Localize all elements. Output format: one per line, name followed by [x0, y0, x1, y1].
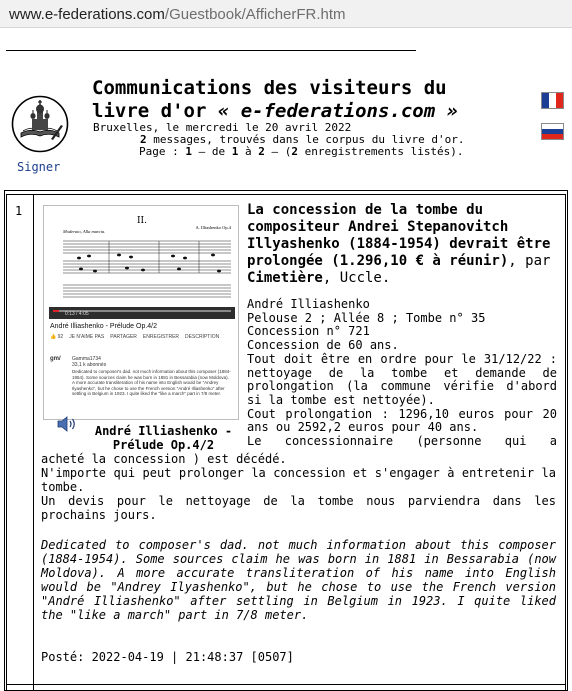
message-title: [247, 202, 559, 287]
score-title: II.: [137, 216, 147, 226]
message-title-text: La concession de la tombe du compositeur Andrei Stepanovitch Illyashenko (1884-1954) devrait être prolongée (1.296,10 € à réunir): [247, 202, 551, 269]
score-header-left: Moderato, Alla marcia.: [63, 229, 106, 234]
orthodox-church-book-icon: [11, 95, 69, 153]
page-range-to: 2: [258, 145, 265, 158]
body-line: Un devis pour le nettoyage de la tombe nous parviendra dans les prochains jours.: [41, 494, 556, 522]
url-host: www.e-federations.com: [9, 6, 165, 23]
message-number: 1: [15, 204, 23, 218]
body-line: Concession de 60 ans.: [247, 338, 399, 353]
sign-guestbook-link[interactable]: Signer: [17, 160, 61, 174]
dislike-button[interactable]: JE N'AIME PAS: [69, 334, 105, 340]
body-line: Le concessionnaire (personne qui a: [247, 434, 557, 449]
page-total: 2: [291, 145, 298, 158]
message-author: Cimetière: [247, 270, 323, 286]
channel-avatar: gm/: [50, 356, 61, 362]
like-count: 92: [57, 334, 64, 340]
save-button[interactable]: ENREGISTRER: [142, 334, 180, 340]
video-thumbnail[interactable]: [43, 205, 239, 420]
sheet-music-image: [49, 211, 235, 307]
page-total-suffix: enregistrements listés).: [297, 145, 464, 158]
message-body-full: [41, 452, 556, 522]
video-title: André Illiashenko - Prélude Op.4/2: [50, 323, 158, 330]
score-header-right: A. Illiashenko Op.4: [195, 225, 231, 230]
message-column-divider: [33, 194, 34, 691]
body-line: N'importe qui peut prolonger la concession et s'engager à entretenir la tombe.: [41, 466, 556, 494]
message-row-bottom: [6, 684, 566, 685]
page-range-mid: à: [238, 145, 259, 158]
body-line: Pelouse 2 ; Allée 8 ; Tombe n° 35: [247, 310, 486, 325]
flag-russian-icon[interactable]: [541, 123, 564, 140]
flag-french-icon[interactable]: [541, 92, 564, 109]
page-label: Page :: [139, 145, 186, 158]
message-by: , par: [508, 253, 551, 269]
title-site: « e-federations.com »: [217, 100, 459, 122]
body-line: Concession n° 721: [247, 324, 370, 339]
video-time: 0:13 / 4:05: [65, 311, 89, 317]
browser-url-bar[interactable]: [0, 0, 572, 28]
message-count-number: 2: [140, 133, 147, 146]
title-line2: livre d'or: [92, 100, 218, 122]
message-location: , Uccle.: [322, 270, 391, 286]
page-range-from: 1: [231, 145, 239, 158]
speaker-icon[interactable]: [56, 414, 78, 434]
channel-name: [72, 356, 106, 368]
page-number: 1: [185, 145, 192, 158]
channel-name-text: Gamma1734: [72, 356, 101, 362]
message-body-right: [247, 298, 557, 449]
audio-caption: André Illiashenko - Prélude Op.4/2: [94, 424, 233, 452]
channel-subscribers: 33,1 k abonnés: [72, 362, 107, 368]
description-button[interactable]: DESCRIPTION: [185, 334, 220, 340]
share-button[interactable]: PARTAGER: [110, 334, 137, 340]
top-rule: [6, 50, 416, 51]
body-line: Cout prolongation : 1296,10 euros pour 20 ans ou 2592,2 euros pour 40 ans.: [247, 406, 557, 435]
video-description: Dedicated to composer's dad. not much information about this composer (1884-1954). Some sources claim he was born in 1881 in Bessarabia (now Moldova). A more accurate transliteration of his name into English would be "Andrey Ilyashenko", but he chose to use the French version "André Illiashenko" after settling in Belgium in 1923. I quite liked the "like a march" part in 7/8 meter.: [72, 369, 231, 396]
body-line: Tout doit être en ordre pour le 31/12/22 : nettoyage de la tombe et demande de prolongation (la commune vérifie d'abord si la tombe est nettoyée).: [247, 351, 557, 407]
page-range-pre: — de: [191, 145, 232, 158]
url-path: /Guestbook/AfficherFR.htm: [164, 6, 346, 23]
body-line: André Illiashenko: [247, 297, 370, 311]
like-button[interactable]: 👍 92: [50, 334, 64, 340]
message-count-text: messages, trouvés dans le corpus du livre d'or.: [146, 133, 465, 146]
page-title: [92, 77, 512, 123]
video-actions: [50, 334, 236, 340]
page-indicator: [139, 145, 464, 158]
video-channel: [50, 356, 235, 416]
message-english-text: Dedicated to composer's dad. not much information about this composer (1884-1954). Some sources claim he was born in 1881 in Bessarabia (now Moldova). A more accurate transliteration of his name into English would be "Andrey Ilyashenko", but he chose to use the French version "André Illiashenko" after settling in Belgium in 1923. I quite liked the "like a march" part in 7/8 meter.: [41, 538, 556, 622]
message-posted-date: Posté: 2022-04-19 | 21:48:37 [0507]: [41, 650, 294, 664]
header-date: Bruxelles, le mercredi le 20 avril 2022: [93, 121, 352, 134]
page-range-post: — (: [264, 145, 292, 158]
video-controls[interactable]: [49, 307, 235, 319]
title-line1: Communications des visiteurs du: [92, 77, 447, 99]
body-line: acheté la concession ) est décédé.: [41, 452, 287, 466]
